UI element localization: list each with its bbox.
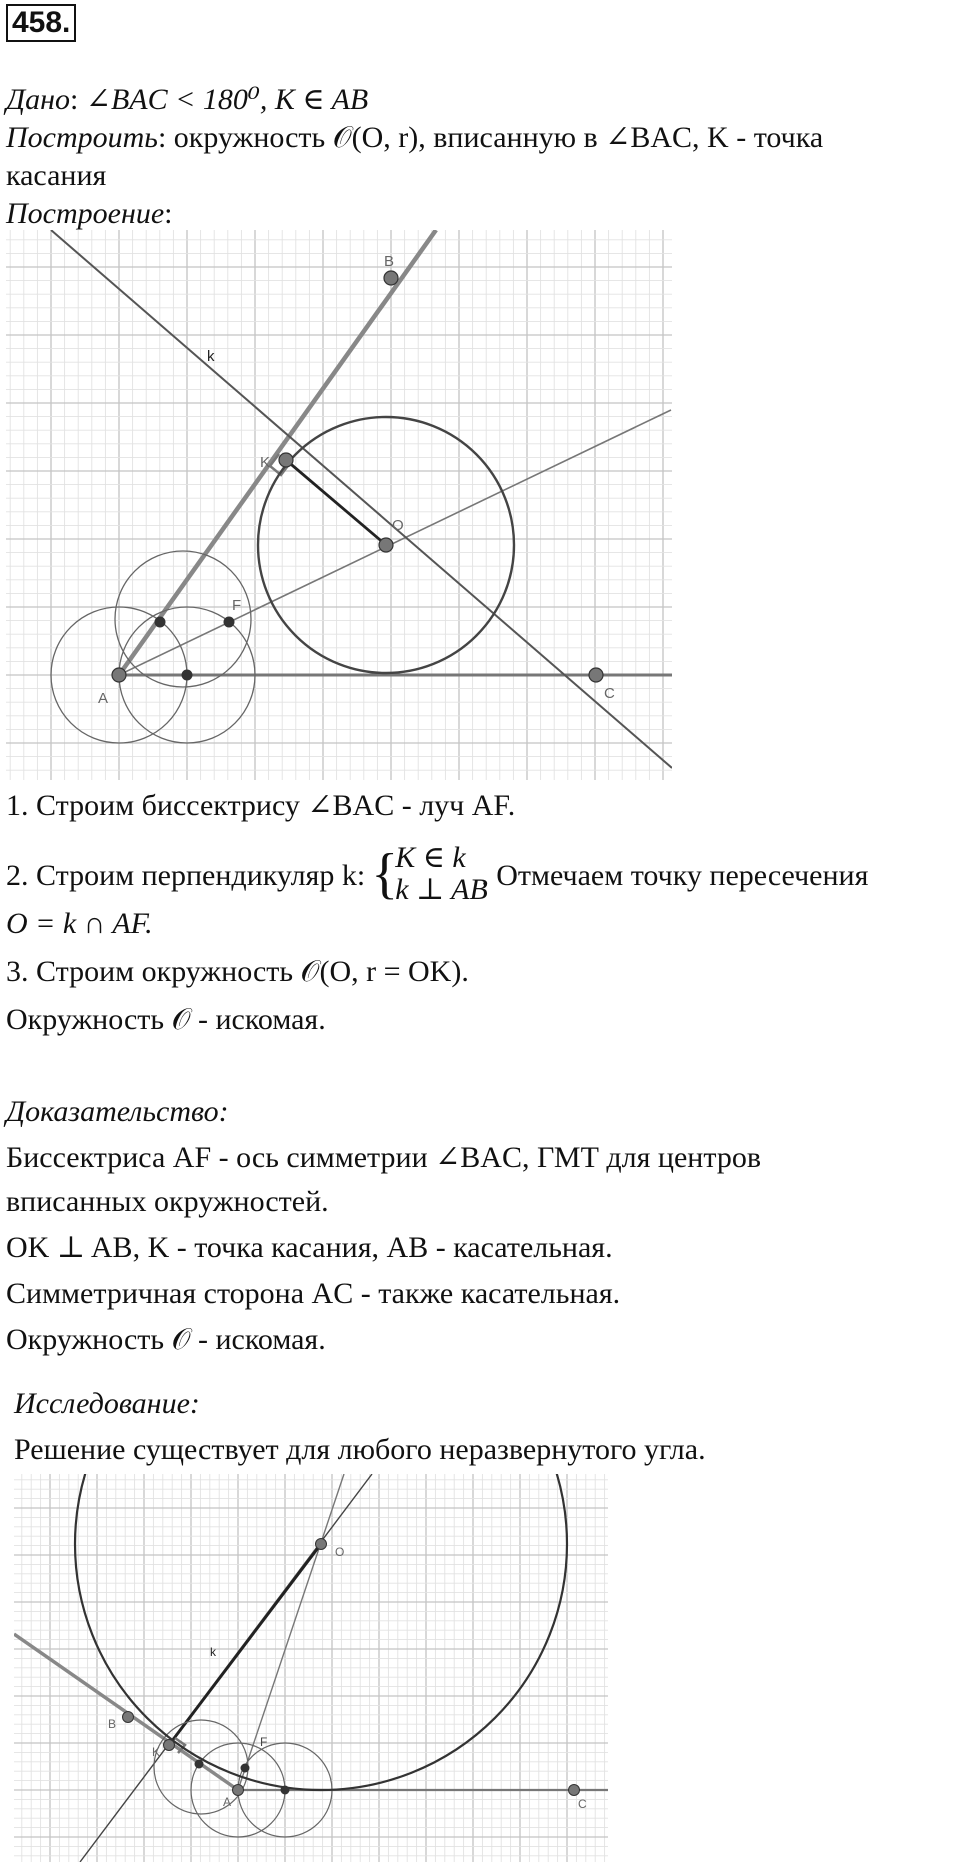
- step-4: Окружность 𝒪 - искомая.: [6, 1003, 326, 1036]
- step-3: 3. Строим окружность 𝒪(O, r = OK).: [6, 955, 469, 988]
- system-brace: { K ∈ k k ⊥ AB: [371, 841, 488, 906]
- step-2-suffix: . Отмечаем точку пересечения: [481, 858, 869, 892]
- label-k-line: k: [210, 1645, 216, 1659]
- given-formula: ∠BAC < 180⁰, K ∈ AB: [85, 83, 369, 116]
- point-arc-ac: [281, 1786, 290, 1795]
- point-k: [279, 453, 293, 467]
- label-k: K: [152, 1745, 161, 1759]
- point-arc-ac: [182, 670, 193, 681]
- proof-line-4: Симметричная сторона AC - также касательная.: [6, 1277, 621, 1310]
- proof-line-5: Окружность 𝒪 - искомая.: [6, 1323, 326, 1356]
- point-b: [384, 271, 398, 285]
- investigation-text: Решение существует для любого неразвернутого угла.: [14, 1433, 706, 1466]
- label-f: F: [260, 1735, 268, 1749]
- construction-figure: [6, 230, 672, 780]
- point-a: [233, 1785, 244, 1796]
- line-k: [51, 230, 672, 768]
- construct-label: Построить: [6, 121, 158, 154]
- construction-heading-sep: :: [164, 197, 173, 230]
- point-arc-ab: [195, 1760, 204, 1769]
- point-c: [569, 1785, 580, 1796]
- point-f: [224, 617, 235, 628]
- construction-heading-text: Построение: [6, 197, 165, 230]
- segment-ok: [286, 460, 386, 545]
- point-arc-ab: [155, 617, 166, 628]
- construction-heading: [6, 196, 173, 232]
- point-f: [241, 1764, 250, 1773]
- point-b: [123, 1712, 134, 1723]
- label-o: O: [335, 1545, 345, 1559]
- step-2-prefix: 2. Строим перпендикуляр k:: [6, 858, 366, 892]
- label-f: F: [232, 597, 242, 614]
- label-o: O: [392, 517, 404, 534]
- construct-line: [6, 120, 823, 156]
- label-k: K: [260, 454, 271, 471]
- grid: [14, 1474, 608, 1862]
- construct-text: : окружность 𝒪(O, r), вписанную в ∠BAC, K - точка: [157, 121, 824, 154]
- label-a: A: [223, 1795, 232, 1809]
- point-c: [589, 668, 603, 682]
- step-1: 1. Строим биссектрису ∠BAC - луч AF.: [6, 789, 516, 822]
- label-b: B: [384, 253, 395, 270]
- investigation-figure: [14, 1474, 608, 1862]
- step-2-line-2: O = k ∩ AF.: [6, 907, 153, 940]
- system-case-1: K ∈ k: [395, 841, 466, 874]
- label-b: B: [108, 1717, 117, 1731]
- proof-line-3: OK ⊥ AB, K - точка касания, AB - касательная.: [6, 1231, 613, 1264]
- label-c: C: [604, 685, 615, 702]
- problem-number: 458.: [6, 4, 76, 42]
- construct-line-2: касания: [6, 159, 107, 192]
- point-a: [112, 668, 126, 682]
- given-label: Дано: [6, 83, 70, 116]
- point-o: [316, 1539, 327, 1550]
- proof-line-1: Биссектриса AF - ось симметрии ∠BAC, ГМТ для центров: [6, 1141, 761, 1174]
- proof-heading: Доказательство:: [6, 1095, 229, 1128]
- investigation-heading: Исследование:: [14, 1387, 200, 1420]
- given-sep: :: [69, 83, 86, 116]
- given-line: [6, 82, 368, 118]
- step-2: [6, 841, 869, 910]
- system-case-2: k ⊥ AB: [395, 873, 488, 906]
- label-k-line: k: [207, 348, 215, 365]
- ray-ab: [119, 230, 436, 675]
- label-a: A: [98, 690, 109, 707]
- point-k: [164, 1740, 175, 1751]
- label-c: C: [578, 1797, 587, 1811]
- proof-line-2: вписанных окружностей.: [6, 1185, 329, 1218]
- bisector-af: [119, 410, 671, 675]
- point-o: [379, 538, 393, 552]
